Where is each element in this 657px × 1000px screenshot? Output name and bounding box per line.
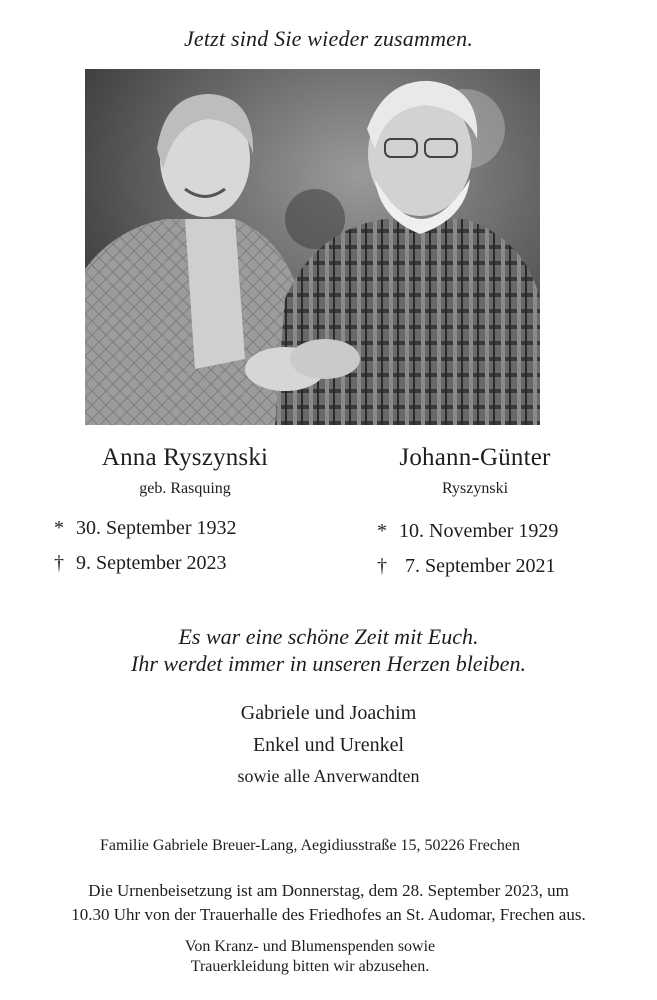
family-address: Familie Gabriele Breuer-Lang, Aegidiusstraße 15, 50226 Frechen	[100, 837, 520, 854]
couple-photo	[85, 69, 540, 425]
motto: Jetzt sind Sie wieder zusammen.	[183, 26, 474, 51]
right-death	[377, 555, 556, 578]
right-subtitle: Ryszynski	[441, 480, 509, 497]
mourners-line-1: Gabriele und Joachim	[240, 702, 417, 724]
note-line-1: Von Kranz- und Blumenspenden sowie	[184, 938, 436, 955]
mourners-line-2: Enkel und Urenkel	[252, 734, 405, 756]
right-name: Johann-Günter	[399, 444, 551, 471]
mourners-line-3: sowie alle Anverwandten	[237, 766, 420, 786]
birth-star-icon: *	[377, 520, 387, 542]
left-death-date: 9. September 2023	[76, 552, 227, 574]
left-death	[54, 552, 227, 575]
note-line-2: Trauerkleidung bitten wir abzusehen.	[190, 958, 430, 975]
left-name: Anna Ryszynski	[101, 444, 269, 471]
quote-line-1: Es war eine schöne Zeit mit Euch.	[178, 624, 479, 649]
death-cross-icon: †	[54, 552, 64, 574]
left-birth-date: 30. September 1932	[76, 517, 237, 539]
right-birth	[377, 520, 558, 543]
ceremony-line-1: Die Urnenbeisetzung ist am Donnerstag, dem 28. September 2023, um	[88, 881, 569, 900]
quote-line-2: Ihr werdet immer in unseren Herzen bleiben.	[131, 651, 526, 676]
ceremony-line-2: 10.30 Uhr von der Trauerhalle des Friedhofes an St. Audomar, Frechen aus.	[71, 905, 586, 924]
left-subtitle: geb. Rasquing	[139, 480, 231, 497]
birth-star-icon: *	[54, 517, 64, 539]
right-birth-date: 10. November 1929	[399, 520, 559, 542]
left-birth	[54, 517, 237, 540]
death-cross-icon: †	[377, 555, 387, 577]
right-death-date: 7. September 2021	[405, 555, 556, 577]
couple-photo-icon	[85, 69, 540, 425]
